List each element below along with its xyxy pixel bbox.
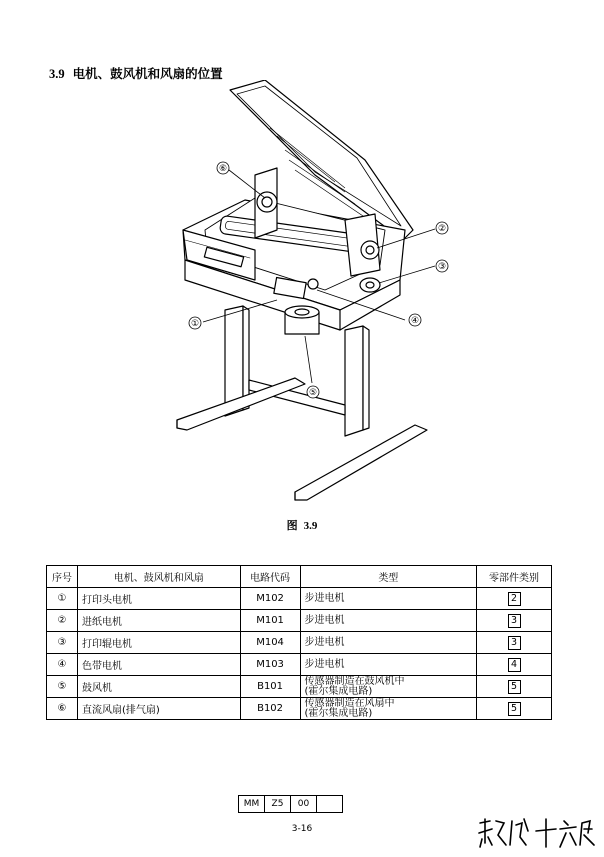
category-box: 3 [508,614,521,628]
row-type-line1: 步进电机 [304,592,345,604]
row-type [300,610,477,632]
callout-2: ② [437,224,447,234]
row-type [300,676,477,698]
doc-code-box [238,795,343,813]
table-row [47,676,552,698]
row-code: M103 [240,654,300,676]
doc-code-2: Z5 [265,796,291,813]
row-name: 鼓风机 [77,676,240,698]
header-no: 序号 [47,566,78,588]
caption-prefix: 图 [286,519,298,532]
row-name: 打印辊电机 [77,632,240,654]
category-box: 2 [508,592,521,606]
row-code: M101 [240,610,300,632]
callout-3: ③ [437,262,447,272]
section-number: 3.9 [49,67,65,81]
caption-number: 3.9 [303,520,318,532]
doc-code-3: 00 [291,796,317,813]
callout-4: ④ [410,316,420,326]
row-code: M102 [240,588,300,610]
row-code: B101 [240,676,300,698]
row-name: 色带电机 [77,654,240,676]
row-name: 打印头电机 [77,588,240,610]
row-category [477,698,552,720]
row-type-line1: 步进电机 [304,658,345,670]
callout-6: ⑥ [218,164,228,174]
parts-table [46,565,552,720]
row-type [300,632,477,654]
row-category [477,676,552,698]
row-number: ③ [47,632,78,654]
row-type [300,588,477,610]
header-type: 类型 [300,566,477,588]
row-code: M104 [240,632,300,654]
header-code: 电路代码 [240,566,300,588]
callout-1: ① [190,319,200,329]
row-type-line2: (霍尔集成电路) [304,707,373,719]
row-category [477,632,552,654]
category-box: 4 [508,658,521,672]
row-category [477,610,552,632]
row-name: 进纸电机 [77,610,240,632]
row-number: ④ [47,654,78,676]
header-name: 电机、鼓风机和风扇 [77,566,240,588]
row-type-line2: (霍尔集成电路) [304,685,373,697]
row-type [300,654,477,676]
row-type-line1: 传感器制造在风扇中 [304,697,395,709]
category-box: 5 [508,702,521,716]
row-type-line1: 步进电机 [304,636,345,648]
category-box: 3 [508,636,521,650]
row-category [477,654,552,676]
doc-code-1: MM [239,796,265,813]
row-number: ⑥ [47,698,78,720]
row-category [477,588,552,610]
table-row [47,610,552,632]
table-row [47,588,552,610]
row-name: 直流风扇(排气扇) [77,698,240,720]
row-type [300,698,477,720]
callout-5: ⑤ [308,388,318,398]
section-title-text: 电机、鼓风机和风扇的位置 [72,66,223,81]
table-row [47,632,552,654]
table-row [47,654,552,676]
page-number: 3-16 [291,824,313,834]
printer-illustration [165,80,465,510]
row-number: ⑤ [47,676,78,698]
category-box: 5 [508,680,521,694]
doc-code-4 [317,796,343,813]
row-number: ② [47,610,78,632]
header-category: 零部件类别 [477,566,552,588]
row-code: B102 [240,698,300,720]
table-header-row [47,566,552,588]
row-number: ① [47,588,78,610]
printer-drawing [165,80,465,510]
row-type-line1: 步进电机 [304,614,345,626]
row-type-line1: 传感器制造在鼓风机中 [304,675,405,687]
figure-caption [0,517,604,533]
table-row [47,698,552,720]
signature-watermark [476,815,596,855]
